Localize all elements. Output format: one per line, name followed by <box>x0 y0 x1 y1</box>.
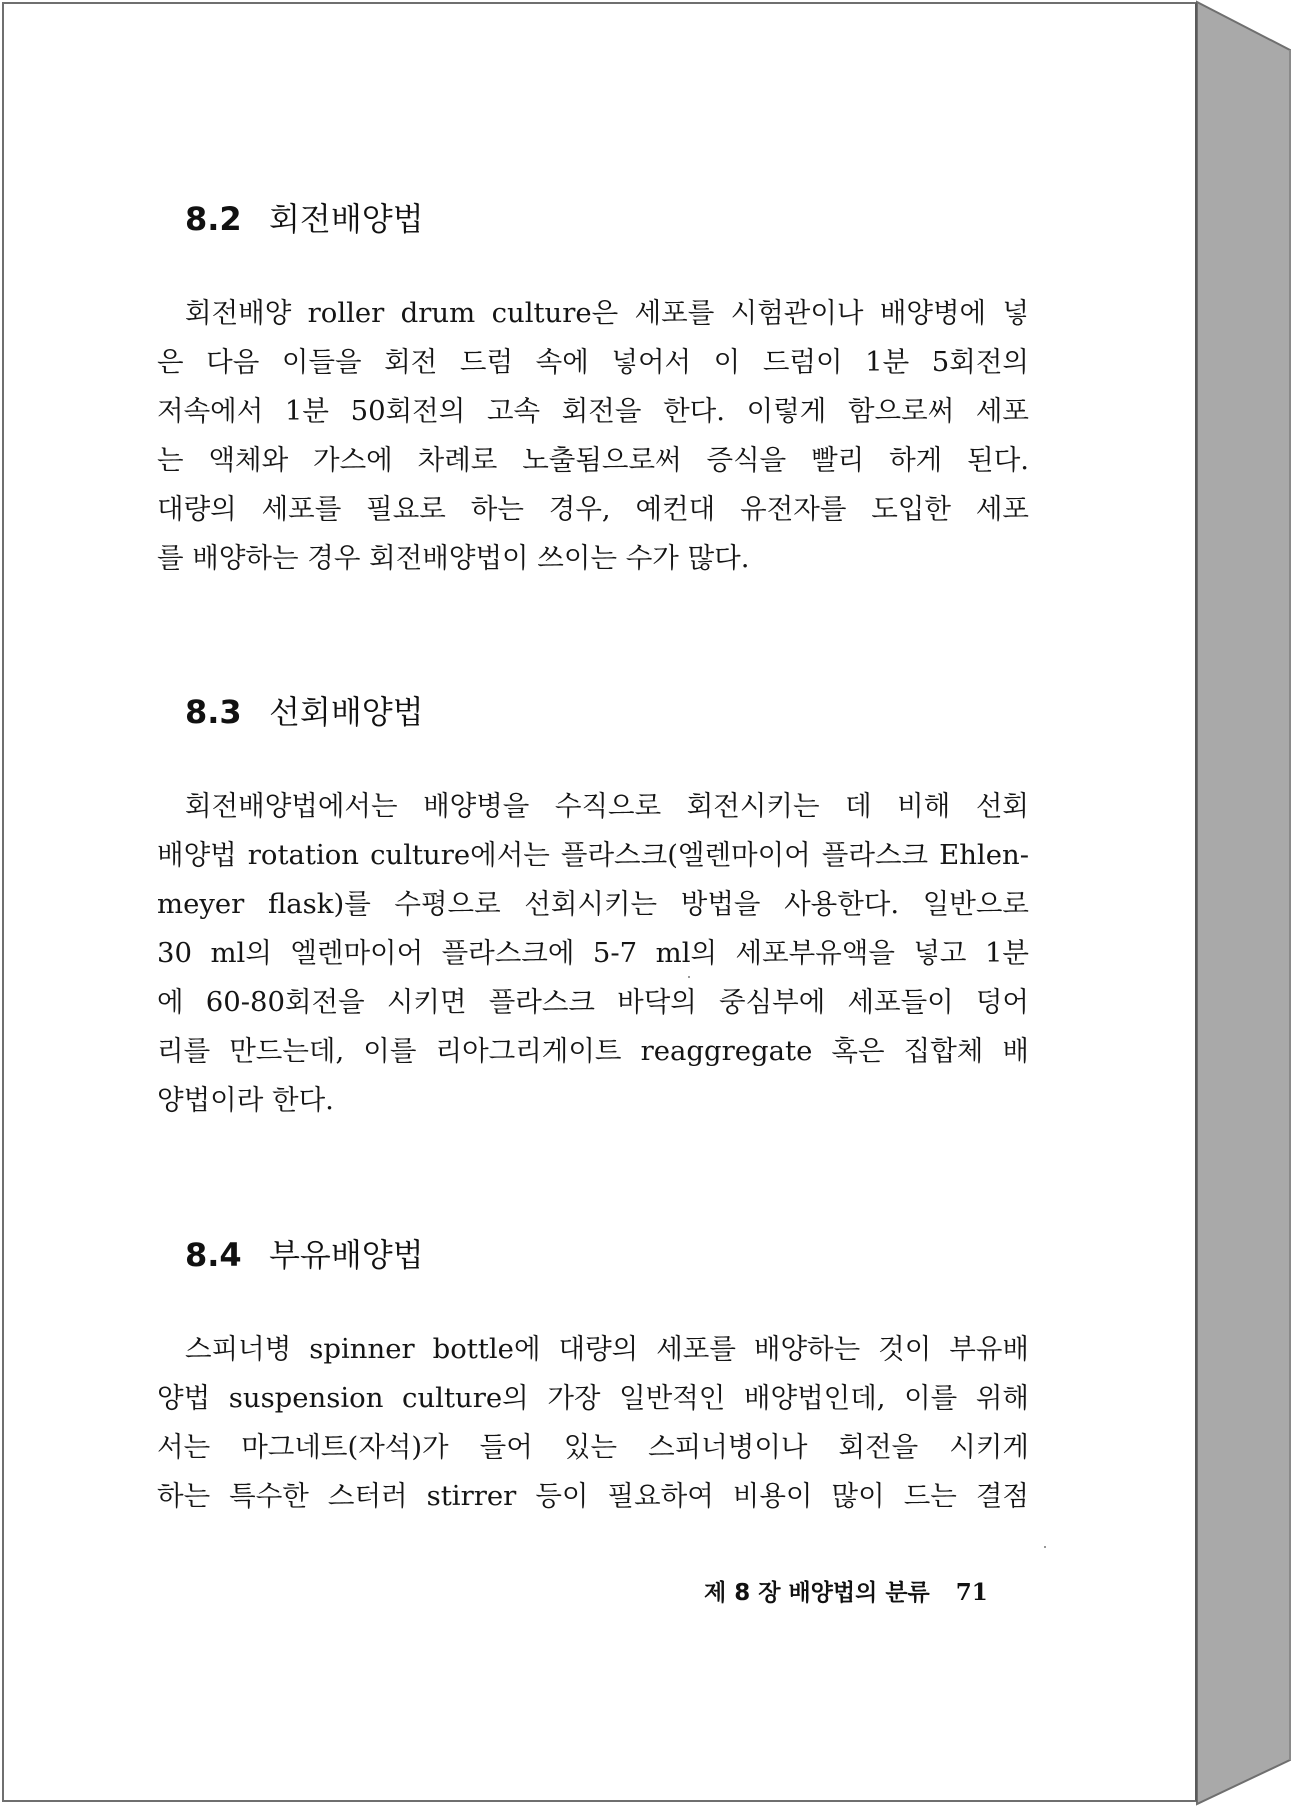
paragraph-8-2 <box>157 289 1029 583</box>
paragraph-line: meyer flask)를 수평으로 선회시키는 방법을 사용한다. 일반으로 <box>157 888 1029 920</box>
section-title: 회전배양법 <box>269 200 424 238</box>
paragraph-line: 은 다음 이들을 회전 드럼 속에 넣어서 이 드럼이 1분 5회전의 <box>157 346 1029 378</box>
paragraph-line: 양법이라 한다. <box>157 1084 334 1116</box>
paragraph-line: 하는 특수한 스터러 stirrer 등이 필요하여 비용이 많이 드는 결점 <box>157 1480 1029 1512</box>
book-page <box>2 2 1197 1802</box>
scan-speck <box>688 976 690 978</box>
paragraph-line: 회전배양법에서는 배양병을 수직으로 회전시키는 데 비해 선회 <box>185 790 1029 822</box>
paragraph-8-3 <box>157 782 1029 1125</box>
page-number: 71 <box>955 1579 988 1606</box>
section-number: 8.2 <box>185 200 242 238</box>
paragraph-line: 스피너병 spinner bottle에 대량의 세포를 배양하는 것이 부유배 <box>185 1333 1029 1365</box>
paragraph-line: 대량의 세포를 필요로 하는 경우, 예컨대 유전자를 도입한 세포 <box>157 493 1029 525</box>
section-number: 8.3 <box>185 693 242 731</box>
section-title: 선회배양법 <box>269 693 424 731</box>
paragraph-line: 를 배양하는 경우 회전배양법이 쓰이는 수가 많다. <box>157 542 750 574</box>
scan-speck <box>1044 1546 1046 1548</box>
page-footer <box>704 1574 988 1607</box>
paragraph-line: 는 액체와 가스에 차례로 노출됨으로써 증식을 빨리 하게 된다. <box>157 444 1029 476</box>
paragraph-line: 서는 마그네트(자석)가 들어 있는 스피너병이나 회전을 시키게 <box>157 1431 1029 1463</box>
paragraph-line: 30 ml의 엘렌마이어 플라스크에 5-7 ml의 세포부유액을 넣고 1분 <box>157 937 1029 969</box>
paragraph-line: 에 60-80회전을 시키면 플라스크 바닥의 중심부에 세포들이 덩어 <box>157 986 1029 1018</box>
paragraph-line: 저속에서 1분 50회전의 고속 회전을 한다. 이렇게 함으로써 세포 <box>157 395 1029 427</box>
section-heading-8-3 <box>185 687 424 733</box>
chapter-title: 제 8 장 배양법의 분류 <box>704 1580 930 1606</box>
paragraph-8-4 <box>157 1325 1029 1521</box>
section-heading-8-2 <box>185 194 424 240</box>
section-title: 부유배양법 <box>269 1236 424 1274</box>
section-heading-8-4 <box>185 1230 424 1276</box>
paragraph-line: 배양법 rotation culture에서는 플라스크(엘렌마이어 플라스크 Ehlen- <box>157 839 1029 871</box>
section-number: 8.4 <box>185 1236 242 1274</box>
paragraph-line: 리를 만드는데, 이를 리아그리게이트 reaggregate 혹은 집합체 배 <box>157 1035 1029 1067</box>
paragraph-line: 회전배양 roller drum culture은 세포를 시험관이나 배양병에 넣 <box>185 297 1029 329</box>
paragraph-line: 양법 suspension culture의 가장 일반적인 배양법인데, 이를 위해 <box>157 1382 1029 1414</box>
